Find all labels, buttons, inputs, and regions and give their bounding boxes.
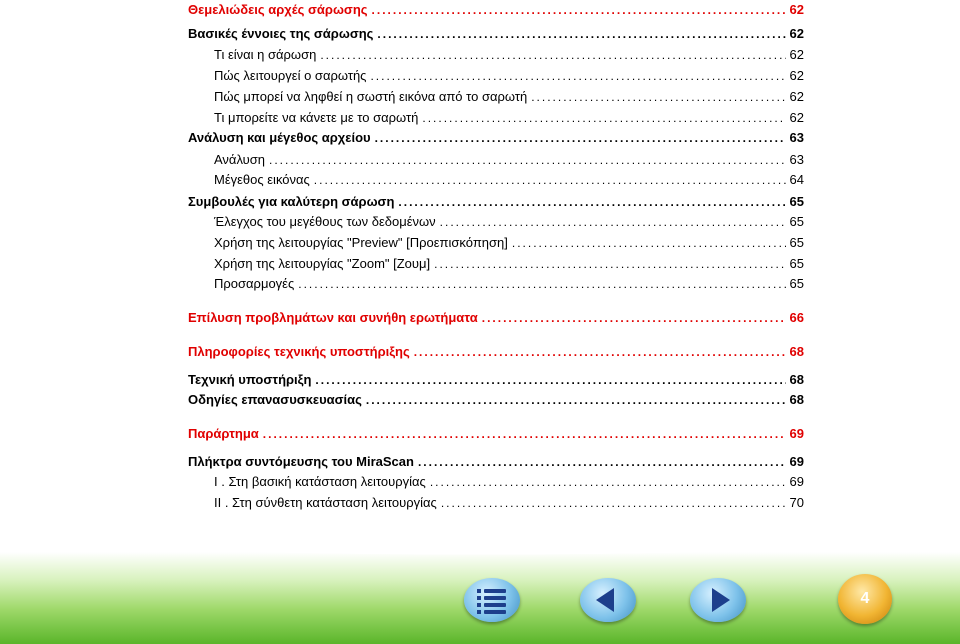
- toc-entry-page: 63: [789, 130, 804, 145]
- toc-dot-leader: [370, 66, 785, 86]
- toc-dot-leader: [314, 170, 786, 190]
- toc-entry-title: Οδηγίες επανασυσκευασίας: [188, 392, 362, 407]
- toc-entry-title: Συμβουλές για καλύτερη σάρωση: [188, 194, 395, 209]
- toc-dot-leader: [315, 370, 785, 390]
- toc-entry[interactable]: [214, 87, 804, 107]
- toc-entry[interactable]: [188, 128, 804, 148]
- toc-entry-page: 65: [789, 235, 804, 250]
- footer-wave: [0, 540, 960, 580]
- toc-entry-page: 62: [789, 68, 804, 83]
- toc-entry-page: 65: [789, 256, 804, 271]
- toc-entry-page: 63: [789, 152, 804, 167]
- toc-dot-leader: [531, 87, 785, 107]
- toc-entry-title: Τι είναι η σάρωση: [214, 47, 317, 62]
- toc-dot-leader: [398, 192, 785, 212]
- toc-entry-page: 69: [789, 474, 804, 489]
- toc-entry-title: II . Στη σύνθετη κατάσταση λειτουργίας: [214, 495, 437, 510]
- toc-entry-title: Επίλυση προβλημάτων και συνήθη ερωτήματα: [188, 310, 478, 325]
- toc-entry[interactable]: [188, 192, 804, 212]
- toc-entry[interactable]: [214, 274, 804, 294]
- toc-entry[interactable]: [188, 452, 804, 472]
- back-button[interactable]: [580, 578, 636, 622]
- page-number: 4: [860, 590, 870, 607]
- toc-entry-title: Πώς λειτουργεί ο σαρωτής: [214, 68, 367, 83]
- toc-entry-page: 62: [789, 110, 804, 125]
- toc-entry[interactable]: [188, 370, 804, 390]
- toc-entry[interactable]: [214, 150, 804, 170]
- toc-entry-title: Ανάλυση: [214, 152, 266, 167]
- toc-dot-leader: [414, 342, 786, 362]
- toc-dot-leader: [366, 390, 786, 410]
- toc-dot-leader: [422, 108, 785, 128]
- toc-entry-page: 69: [789, 426, 804, 441]
- toc-entry-page: 69: [789, 454, 804, 469]
- toc-entry-title: I . Στη βασική κατάσταση λειτουργίας: [214, 474, 426, 489]
- toc-entry[interactable]: [214, 108, 804, 128]
- toc-entry[interactable]: [214, 212, 804, 232]
- toc-entry[interactable]: [214, 233, 804, 253]
- toc-entry-page: 70: [789, 495, 804, 510]
- toc-entry-title: Ανάλυση και μέγεθος αρχείου: [188, 130, 371, 145]
- toc-entry-title: Παράρτημα: [188, 426, 259, 441]
- toc-entry-title: Χρήση της λειτουργίας "Preview" [Προεπισκόπηση]: [214, 235, 508, 250]
- toc-entry[interactable]: [188, 424, 804, 444]
- page-number-badge: [838, 574, 892, 624]
- toc-dot-leader: [430, 472, 786, 492]
- toc-entry-title: Προσαρμογές: [214, 276, 295, 291]
- toc-entry-title: Τεχνική υποστήριξη: [188, 372, 312, 387]
- arrow-left-icon: [580, 578, 636, 622]
- toc-entry[interactable]: [214, 472, 804, 492]
- toc-entry-page: 68: [789, 372, 804, 387]
- toc-entry[interactable]: [188, 0, 804, 20]
- toc-entry[interactable]: [188, 308, 804, 328]
- toc-entry-title: Τι μπορείτε να κάνετε με το σαρωτή: [214, 110, 419, 125]
- toc-entry-page: 66: [789, 310, 804, 325]
- toc-entry-page: 68: [789, 392, 804, 407]
- toc-entry-page: 62: [789, 89, 804, 104]
- toc-dot-leader: [375, 128, 786, 148]
- toc-dot-leader: [372, 0, 786, 20]
- toc-dot-leader: [377, 24, 785, 44]
- toc-entry-page: 64: [789, 172, 804, 187]
- toc-entry[interactable]: [188, 24, 804, 44]
- toc-entry-page: 65: [789, 214, 804, 229]
- menu-button[interactable]: [464, 578, 520, 622]
- toc-dot-leader: [298, 274, 785, 294]
- toc-dot-leader: [512, 233, 786, 253]
- toc-entry-page: 62: [789, 2, 804, 17]
- toc-dot-leader: [440, 212, 786, 232]
- toc-entry[interactable]: [188, 342, 804, 362]
- toc-entry-title: Βασικές έννοιες της σάρωσης: [188, 26, 374, 41]
- toc-entry-page: 65: [789, 194, 804, 209]
- toc-dot-leader: [441, 493, 786, 513]
- toc-entry-page: 68: [789, 344, 804, 359]
- toc-entry-page: 65: [789, 276, 804, 291]
- arrow-right-icon: [690, 578, 746, 622]
- toc-dot-leader: [482, 308, 786, 328]
- toc-entry-title: Πληροφορίες τεχνικής υποστήριξης: [188, 344, 410, 359]
- toc-entry-title: Μέγεθος εικόνας: [214, 172, 310, 187]
- toc-entry[interactable]: [214, 45, 804, 65]
- toc-entry-title: Χρήση της λειτουργίας "Zoom" [Ζουμ]: [214, 256, 431, 271]
- toc-entry[interactable]: [214, 170, 804, 190]
- toc-entry[interactable]: [188, 390, 804, 410]
- toc-dot-leader: [320, 45, 785, 65]
- list-menu-icon: [464, 578, 520, 622]
- toc-entry-title: Πλήκτρα συντόμευσης του MiraScan: [188, 454, 414, 469]
- toc-dot-leader: [434, 254, 785, 274]
- toc-entry[interactable]: [214, 254, 804, 274]
- toc-entry[interactable]: [214, 493, 804, 513]
- toc-dot-leader: [418, 452, 786, 472]
- toc-entry-page: 62: [789, 47, 804, 62]
- toc-entry-title: Πώς μπορεί να ληφθεί η σωστή εικόνα από το σαρωτή: [214, 89, 528, 104]
- toc-entry[interactable]: [214, 66, 804, 86]
- toc-entry-page: 62: [789, 26, 804, 41]
- toc-dot-leader: [269, 150, 786, 170]
- toc-dot-leader: [263, 424, 786, 444]
- forward-button[interactable]: [690, 578, 746, 622]
- toc-entry-title: Θεμελιώδεις αρχές σάρωσης: [188, 2, 368, 17]
- toc-entry-title: Έλεγχος του μεγέθους των δεδομένων: [214, 214, 436, 229]
